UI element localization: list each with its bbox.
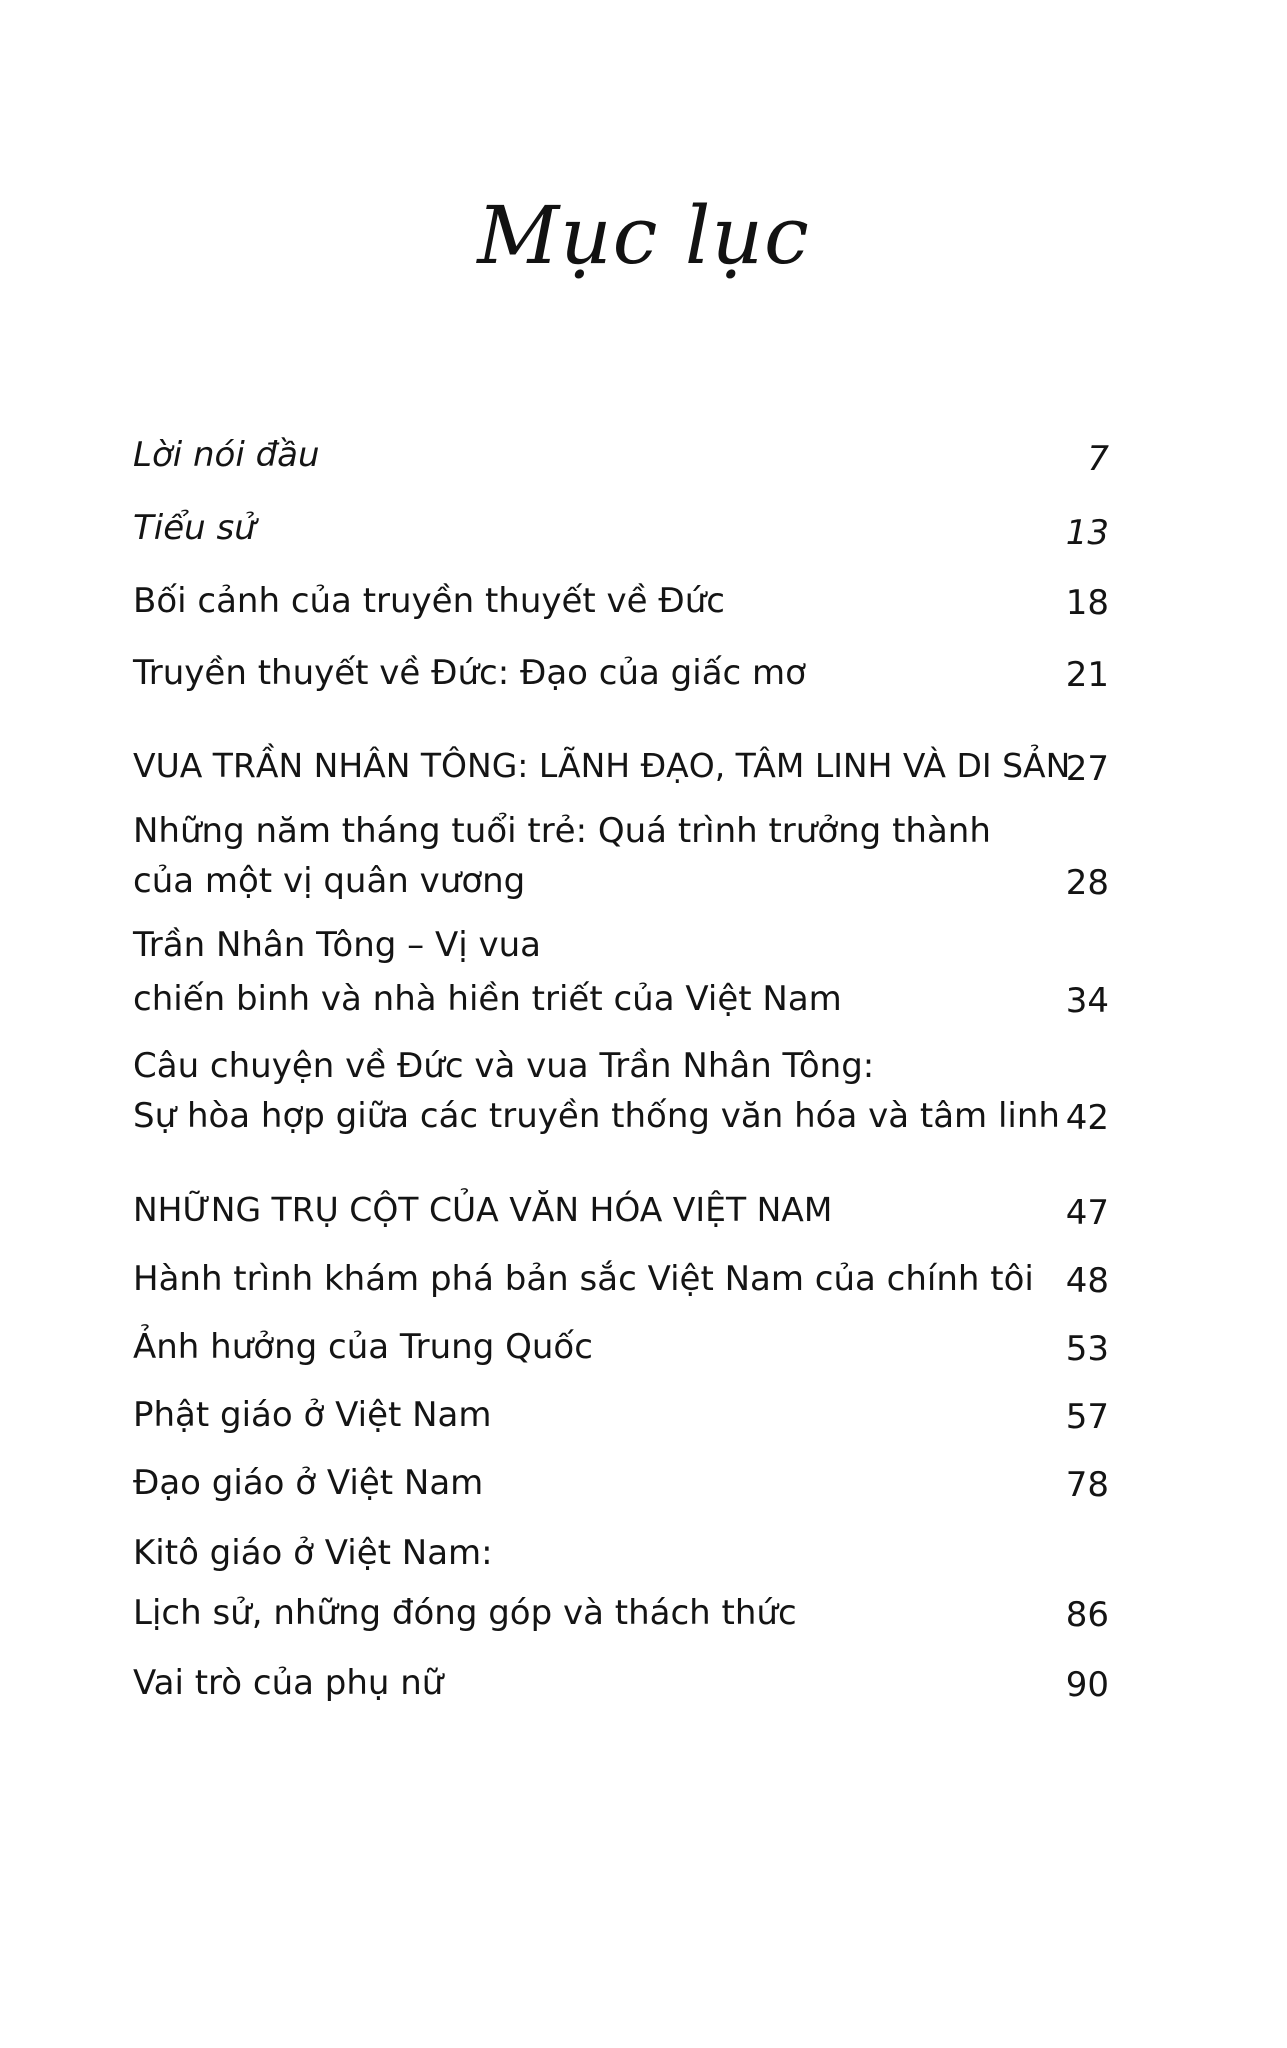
toc-page-number: 47 [1065, 1193, 1109, 1233]
toc-page-number: 21 [1065, 655, 1109, 695]
toc-entry-title: Lời nói đầu [133, 435, 320, 475]
toc-entry-title: Hành trình khám phá bản sắc Việt Nam của chính tôi [133, 1259, 1034, 1299]
toc-entry-title: Vai trò của phụ nữ [133, 1663, 444, 1703]
toc-page-number: 57 [1065, 1397, 1109, 1437]
toc-section-heading: NHỮNG TRỤ CỘT CỦA VĂN HÓA VIỆT NAM [133, 1190, 833, 1229]
toc-entry-title: Kitô giáo ở Việt Nam: [133, 1533, 493, 1573]
toc-entry-title-continued: Sự hòa hợp giữa các truyền thống văn hóa và tâm linh [133, 1096, 1060, 1136]
toc-entry-title: Phật giáo ở Việt Nam [133, 1395, 492, 1435]
toc-page-number: 34 [1065, 981, 1109, 1021]
toc-page-number: 18 [1065, 583, 1109, 623]
toc-page-number: 28 [1065, 863, 1109, 903]
toc-entry-title: Bối cảnh của truyền thuyết về Đức [133, 581, 725, 621]
toc-entry-title: Đạo giáo ở Việt Nam [133, 1463, 484, 1503]
toc-page-number: 42 [1065, 1098, 1109, 1138]
toc-page-number: 7 [1087, 439, 1109, 479]
toc-page-number: 53 [1065, 1329, 1109, 1369]
toc-page-number: 90 [1065, 1665, 1109, 1705]
page-title: Mục lục [477, 189, 810, 282]
toc-entry-title: Ảnh hưởng của Trung Quốc [133, 1327, 593, 1367]
toc-entry-title: Những năm tháng tuổi trẻ: Quá trình trưởng thành [133, 811, 991, 851]
toc-page-number: 86 [1065, 1595, 1109, 1635]
toc-entry-title-continued: chiến binh và nhà hiền triết của Việt Nam [133, 979, 842, 1019]
toc-page-number: 48 [1065, 1261, 1109, 1301]
toc-entry-title: Truyền thuyết về Đức: Đạo của giấc mơ [133, 653, 806, 693]
toc-page-number: 78 [1065, 1465, 1109, 1505]
toc-entry-title: Tiểu sử [133, 508, 256, 548]
toc-entry-title-continued: của một vị quân vương [133, 861, 526, 901]
toc-entry-title: Câu chuyện về Đức và vua Trần Nhân Tông: [133, 1046, 875, 1086]
toc-entry-title-continued: Lịch sử, những đóng góp và thách thức [133, 1593, 797, 1633]
toc-page-number: 13 [1065, 513, 1109, 553]
toc-page-number: 27 [1065, 749, 1109, 789]
toc-entry-title: Trần Nhân Tông – Vị vua [133, 925, 541, 965]
toc-section-heading: VUA TRẦN NHÂN TÔNG: LÃNH ĐẠO, TÂM LINH VÀ DI SẢN [133, 746, 1071, 785]
